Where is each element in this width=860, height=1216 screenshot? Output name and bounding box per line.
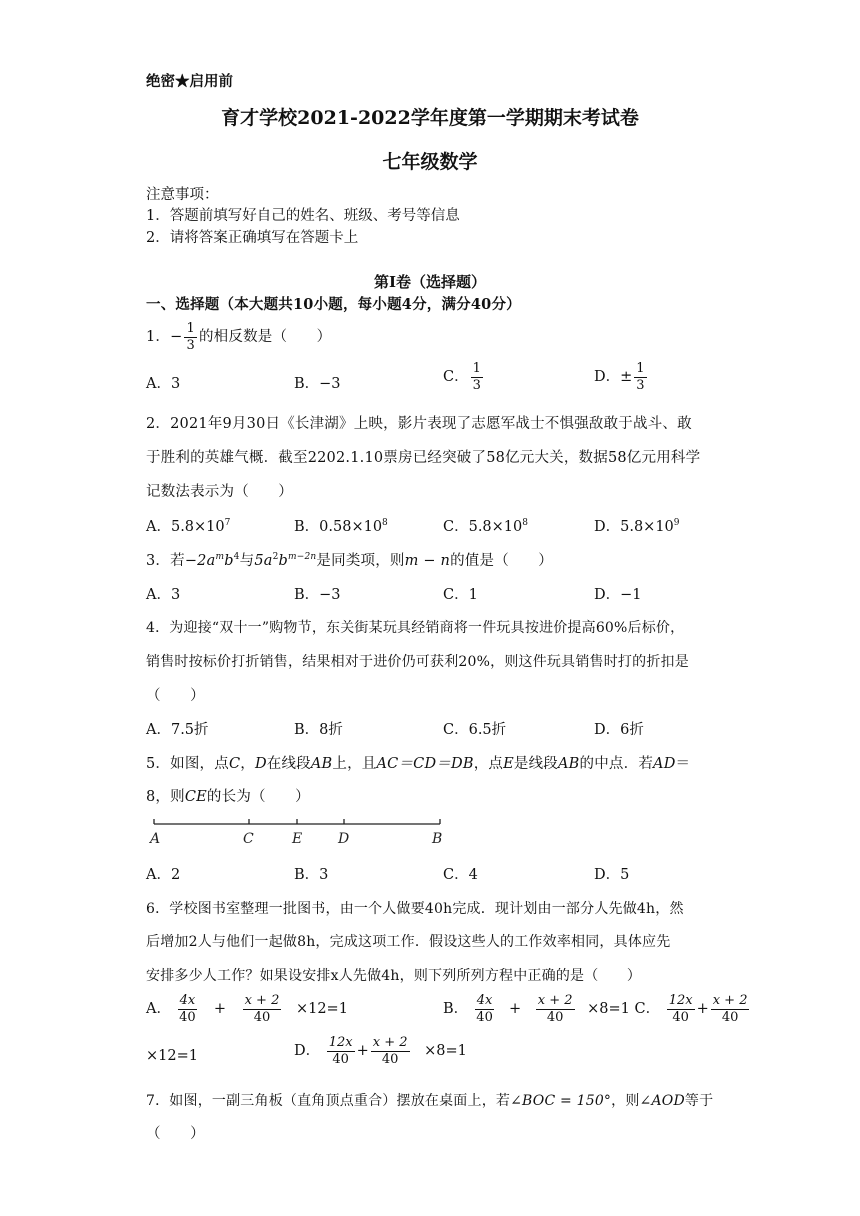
q5-point-d: D (254, 756, 267, 772)
q6-option-a-frac-2 (243, 994, 282, 1024)
q3-term-1-exp-b: 4 (233, 552, 240, 563)
q5-line-1 (146, 752, 690, 773)
q6-b-f2-den: 40 (546, 1009, 564, 1025)
label-c: C (243, 831, 254, 847)
q6-b-f1-num: 4x (476, 993, 493, 1008)
q2-option-c[interactable] (443, 515, 528, 536)
q6-option-d-label: D． (294, 1043, 321, 1060)
q6-b-f2-num: x + 2 (537, 993, 573, 1008)
q6-c-f1-num: 12x (668, 993, 693, 1008)
q7-line-1 (146, 1090, 713, 1110)
q2-option-a[interactable] (146, 515, 230, 536)
q5-line2-c: 的长为（ ） (206, 789, 310, 805)
q6-d-f1-num: 12x (328, 1035, 353, 1050)
q1-prefix: 1．− (146, 329, 183, 346)
q5-option-b[interactable]: B．3 (294, 867, 329, 883)
q6-option-a-plus: + (213, 1001, 226, 1018)
q7-text-a: 7．如图，一副三角板（直角顶点重合）摆放在桌面上，若 (146, 1093, 511, 1109)
part-title: 第Ⅰ卷（选择题） (373, 273, 487, 291)
q6-option-d[interactable] (294, 1036, 467, 1066)
q1-fraction (184, 322, 196, 352)
q2-option-d[interactable] (594, 515, 680, 536)
q6-c-f2-den: 40 (721, 1009, 739, 1025)
q5-segment-ab: AB (310, 756, 333, 772)
q6-option-b-label: B． (443, 1001, 469, 1018)
question-1 (146, 322, 331, 352)
q6-d-f2-num: x + 2 (372, 1035, 408, 1050)
q6-a-f2-num: x + 2 (244, 993, 280, 1008)
q4-line-1: 4．为迎接“双十一”购物节，东关街某玩具经销商将一件玩具按进价提高60%后标价， (146, 620, 685, 636)
note-item-2: 2．请将答案正确填写在答题卡上 (146, 230, 359, 246)
q5-line2-a: 8，则 (146, 789, 185, 805)
q6-d-f2-den: 40 (381, 1051, 399, 1067)
q5-point-c: C (228, 756, 241, 772)
q3-text-4: 的值是（ ） (450, 553, 553, 569)
exam-title: 育才学校2021-2022学年度第一学期期末考试卷 (221, 107, 639, 129)
q6-option-d-plus: + (356, 1043, 369, 1060)
q1-option-d[interactable] (594, 362, 649, 392)
q1-option-a[interactable]: A．3 (146, 376, 181, 392)
q6-option-b-frac-1 (475, 994, 495, 1024)
q6-option-d-frac-1 (327, 1036, 355, 1066)
q1-option-c-fraction (471, 362, 483, 392)
q6-a-f1-num: 4x (179, 993, 196, 1008)
q6-option-c-tail[interactable]: ×12=1 (146, 1048, 198, 1064)
label-d: D (338, 831, 350, 847)
q6-a-f1-den: 40 (179, 1009, 196, 1025)
q3-term-1: −2a (184, 553, 216, 569)
q4-line-2: 销售时按标价打折销售，结果相对于进价仍可获利20%，则这件玩具销售时打的折扣是 (146, 654, 689, 670)
q6-option-c-plus: + (696, 1001, 709, 1018)
q5-equality: AC＝CD＝DB (376, 756, 474, 772)
section-heading: 一、选择题（本大题共10小题，每小题4分，满分40分） (146, 296, 521, 313)
q7-text-e: 等于 (684, 1093, 714, 1109)
q3-term-1-b: b (224, 553, 234, 569)
q1-option-d-fraction (634, 362, 646, 392)
q6-option-b-plus: + (508, 1001, 522, 1018)
secret-label: 绝密★启用前 (146, 73, 233, 90)
q3-text-1: 3．若 (146, 553, 185, 569)
q6-line-3: 安排多少人工作？如果设安排x人先做4h，则下列所列方程中正确的是（ ） (146, 968, 642, 984)
q5-segment-ad: AD (653, 756, 676, 772)
q7-angle-aod: ∠AOD (639, 1093, 685, 1109)
q6-c-f2-num: x + 2 (712, 993, 748, 1008)
q1-frac-den: 3 (186, 337, 195, 353)
note-item-1: 1．答题前填写好自己的姓名、班级、考号等信息 (146, 208, 460, 224)
q4-option-b[interactable]: B．8折 (294, 722, 343, 738)
q5-segment-ab-2: AB (558, 756, 580, 772)
q1-option-c[interactable] (443, 362, 485, 392)
q1-option-c-num: 1 (472, 361, 481, 376)
question-3 (146, 549, 553, 570)
q2-option-c-exp: 8 (522, 518, 528, 529)
q3-text-2: 与 (239, 553, 255, 569)
q6-option-d-frac-2 (371, 1036, 410, 1066)
label-a: A (150, 831, 161, 847)
q2-option-b-exp: 8 (382, 518, 388, 529)
q2-option-c-base: C．5.8×10 (443, 519, 523, 535)
q2-option-a-base: A．5.8×10 (146, 519, 225, 535)
q6-a-f2-den: 40 (253, 1009, 271, 1025)
q3-text-3: 是同类项，则 (316, 553, 405, 569)
label-b: B (432, 831, 443, 847)
q4-option-d[interactable]: D．6折 (594, 722, 644, 738)
q7-line-2: （ ） (146, 1126, 205, 1142)
q2-option-b-base: B．0.58×10 (294, 519, 383, 535)
q3-term-2-b: b (278, 553, 289, 569)
q6-d-f1-den: 40 (332, 1051, 349, 1067)
q1-suffix: 的相反数是（ ） (198, 329, 332, 346)
q6-option-b-tail: ×8=1 C． (587, 1001, 661, 1018)
q6-option-a-frac-1 (178, 994, 198, 1024)
q1-option-b[interactable]: B．−3 (294, 376, 341, 392)
q3-option-b[interactable]: B．−3 (294, 587, 341, 603)
q1-option-d-label: D．± (594, 369, 633, 386)
q3-term-2-exp-b: m−2n (288, 552, 317, 563)
q5-text-c: ， (240, 756, 255, 772)
q3-expression: m − n (404, 553, 451, 569)
q3-option-c[interactable]: C．1 (443, 587, 478, 603)
segment-diagram (146, 815, 446, 849)
q6-option-c-frac-2[interactable] (711, 994, 750, 1024)
q2-option-d-base: D．5.8×10 (594, 519, 674, 535)
q4-line-3: （ ） (146, 688, 205, 704)
q1-option-d-den: 3 (636, 377, 645, 393)
q5-option-d[interactable]: D．5 (594, 867, 630, 883)
q5-text-a: 5．如图，点 (146, 756, 229, 772)
label-e: E (292, 831, 303, 847)
q2-line-3: 记数法表示为（ ） (146, 484, 293, 500)
q5-line-2 (146, 785, 310, 806)
q2-option-d-exp: 9 (673, 518, 680, 529)
q4-option-c[interactable]: C．6.5折 (443, 722, 507, 738)
q1-option-c-label: C． (443, 369, 469, 386)
q3-term-1-exp-a: m (215, 552, 225, 563)
q5-point-e: E (503, 756, 514, 772)
notes-heading: 注意事项： (146, 187, 219, 203)
q4-option-a[interactable]: A．7.5折 (146, 722, 209, 738)
q3-term-2-exp-a: 2 (272, 552, 279, 563)
q3-term-2: 5a (254, 553, 273, 569)
q6-option-a-label: A． (146, 1001, 171, 1018)
q3-option-a[interactable]: A．3 (146, 587, 181, 603)
q6-option-a-tail: ×12=1 (295, 1001, 348, 1018)
q6-option-c-frac-1[interactable] (667, 994, 695, 1024)
q5-text-i: ，点 (473, 756, 504, 772)
q5-text-m: 的中点．若 (579, 756, 654, 772)
exam-subtitle: 七年级数学 (382, 151, 478, 173)
q6-option-d-tail: ×8=1 (424, 1043, 467, 1060)
q6-option-b-frac-2 (536, 994, 575, 1024)
q2-option-a-exp: 7 (224, 518, 231, 529)
q2-line-1: 2．2021年9月30日《长津湖》上映，影片表现了志愿军战士不惧强敌敢于战斗、敢 (146, 416, 692, 432)
q6-line-1: 6．学校图书室整理一批图书，由一个人做要40h完成．现计划由一部分人先做4h，然 (146, 901, 684, 917)
q5-text-k: 是线段 (513, 756, 558, 772)
q5-text-e: 在线段 (266, 756, 311, 772)
q6-b-f1-den: 40 (476, 1009, 493, 1025)
q2-line-2: 于胜利的英雄气概．截至2202.1.10票房已经突破了58亿元大关，数据58亿元用科学 (146, 450, 701, 466)
q6-line-2: 后增加2人与他们一起做8h，完成这项工作．假设这些人的工作效率相同，具体应先 (146, 934, 671, 950)
q6-option-a[interactable] (146, 994, 348, 1024)
q5-option-c[interactable]: C．4 (443, 867, 478, 883)
q6-option-b[interactable] (443, 994, 751, 1024)
q5-text-o: ＝ (675, 756, 691, 772)
q5-text-g: 上，且 (332, 756, 377, 772)
q1-option-c-den: 3 (472, 377, 481, 393)
q2-option-b[interactable] (294, 515, 388, 536)
q1-option-d-num: 1 (636, 361, 645, 376)
q7-text-c: ，则 (611, 1093, 640, 1109)
q1-frac-num: 1 (186, 321, 195, 336)
q5-segment-ce: CE (184, 789, 207, 805)
q5-option-a[interactable]: A．2 (146, 867, 181, 883)
q3-option-d[interactable]: D．−1 (594, 587, 642, 603)
q7-angle-boc: ∠BOC = 150° (510, 1093, 612, 1109)
q6-c-f1-den: 40 (672, 1009, 689, 1025)
